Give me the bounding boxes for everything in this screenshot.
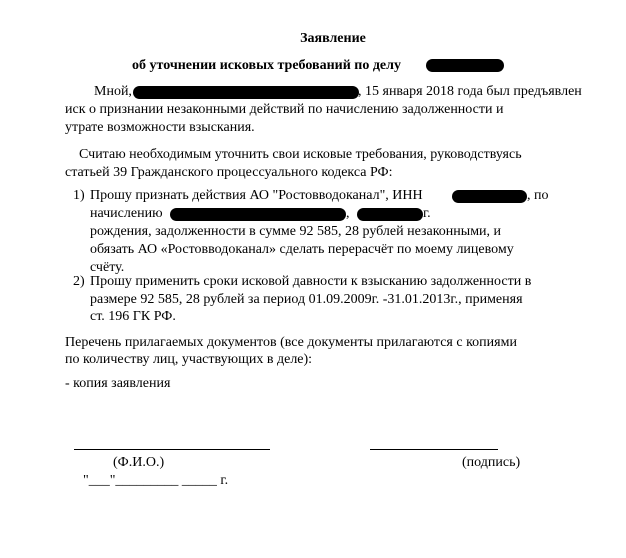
clarify-line-2: статьей 39 Гражданского процессуального кодекса РФ: — [65, 165, 393, 180]
item-2-line-3: ст. 196 ГК РФ. — [90, 309, 176, 324]
item-2-line-1: Прошу применить сроки исковой давности к взысканию задолженности в — [90, 274, 532, 289]
item-2-line-2: размере 92 585, 28 рублей за период 01.09.2009г. -31.01.2013г., применяя — [90, 292, 523, 307]
attachments-line-1: Перечень прилагаемых документов (все документы прилагаются с копиями — [65, 335, 517, 350]
item-1-line-1-suffix: , по — [527, 188, 549, 203]
redaction-birth-year — [357, 208, 423, 221]
item-1-line-2-prefix: начислению — [90, 206, 163, 221]
document-subtitle: об уточнении исковых требований по делу — [132, 58, 402, 73]
clarify-line-1: Считаю необходимым уточнить свои исковые требования, руководствуясь — [79, 147, 522, 162]
intro-line-1-prefix: Мной, — [94, 84, 132, 99]
redaction-name — [133, 86, 359, 99]
item-1-number: 1) — [73, 188, 85, 203]
item-1-line-3: рождения, задолженности в сумме 92 585, 28 рублей незаконными, и — [90, 224, 502, 239]
fio-line — [74, 449, 270, 450]
redaction-address — [170, 208, 346, 221]
intro-line-1-suffix: , 15 января 2018 года был предъявлен — [358, 84, 582, 99]
signature-line — [370, 449, 498, 450]
item-1-line-2-comma: , — [346, 206, 350, 221]
intro-line-3: утрате возможности взыскания. — [65, 120, 255, 135]
fio-label: (Ф.И.О.) — [113, 455, 165, 470]
attachments-item: - копия заявления — [65, 376, 171, 391]
date-line: "___"_________ _____ г. — [83, 473, 229, 488]
item-1-line-5: счёту. — [90, 260, 125, 275]
document-title: Заявление — [300, 31, 366, 46]
redaction-case-number — [426, 59, 504, 72]
item-2-number: 2) — [73, 274, 85, 289]
item-1-line-4: обязать АО «Ростовводоканал» сделать перерасчёт по моему лицевому — [90, 242, 514, 257]
item-1-line-2-suffix: г. — [423, 206, 431, 221]
redaction-inn — [452, 190, 527, 203]
attachments-line-2: по количеству лиц, участвующих в деле): — [65, 352, 313, 367]
signature-label: (подпись) — [462, 455, 521, 470]
intro-line-2: иск о признании незаконными действий по начислению задолженности и — [65, 102, 504, 117]
item-1-line-1-prefix: Прошу признать действия АО "Ростовводоканал", ИНН — [90, 188, 423, 203]
